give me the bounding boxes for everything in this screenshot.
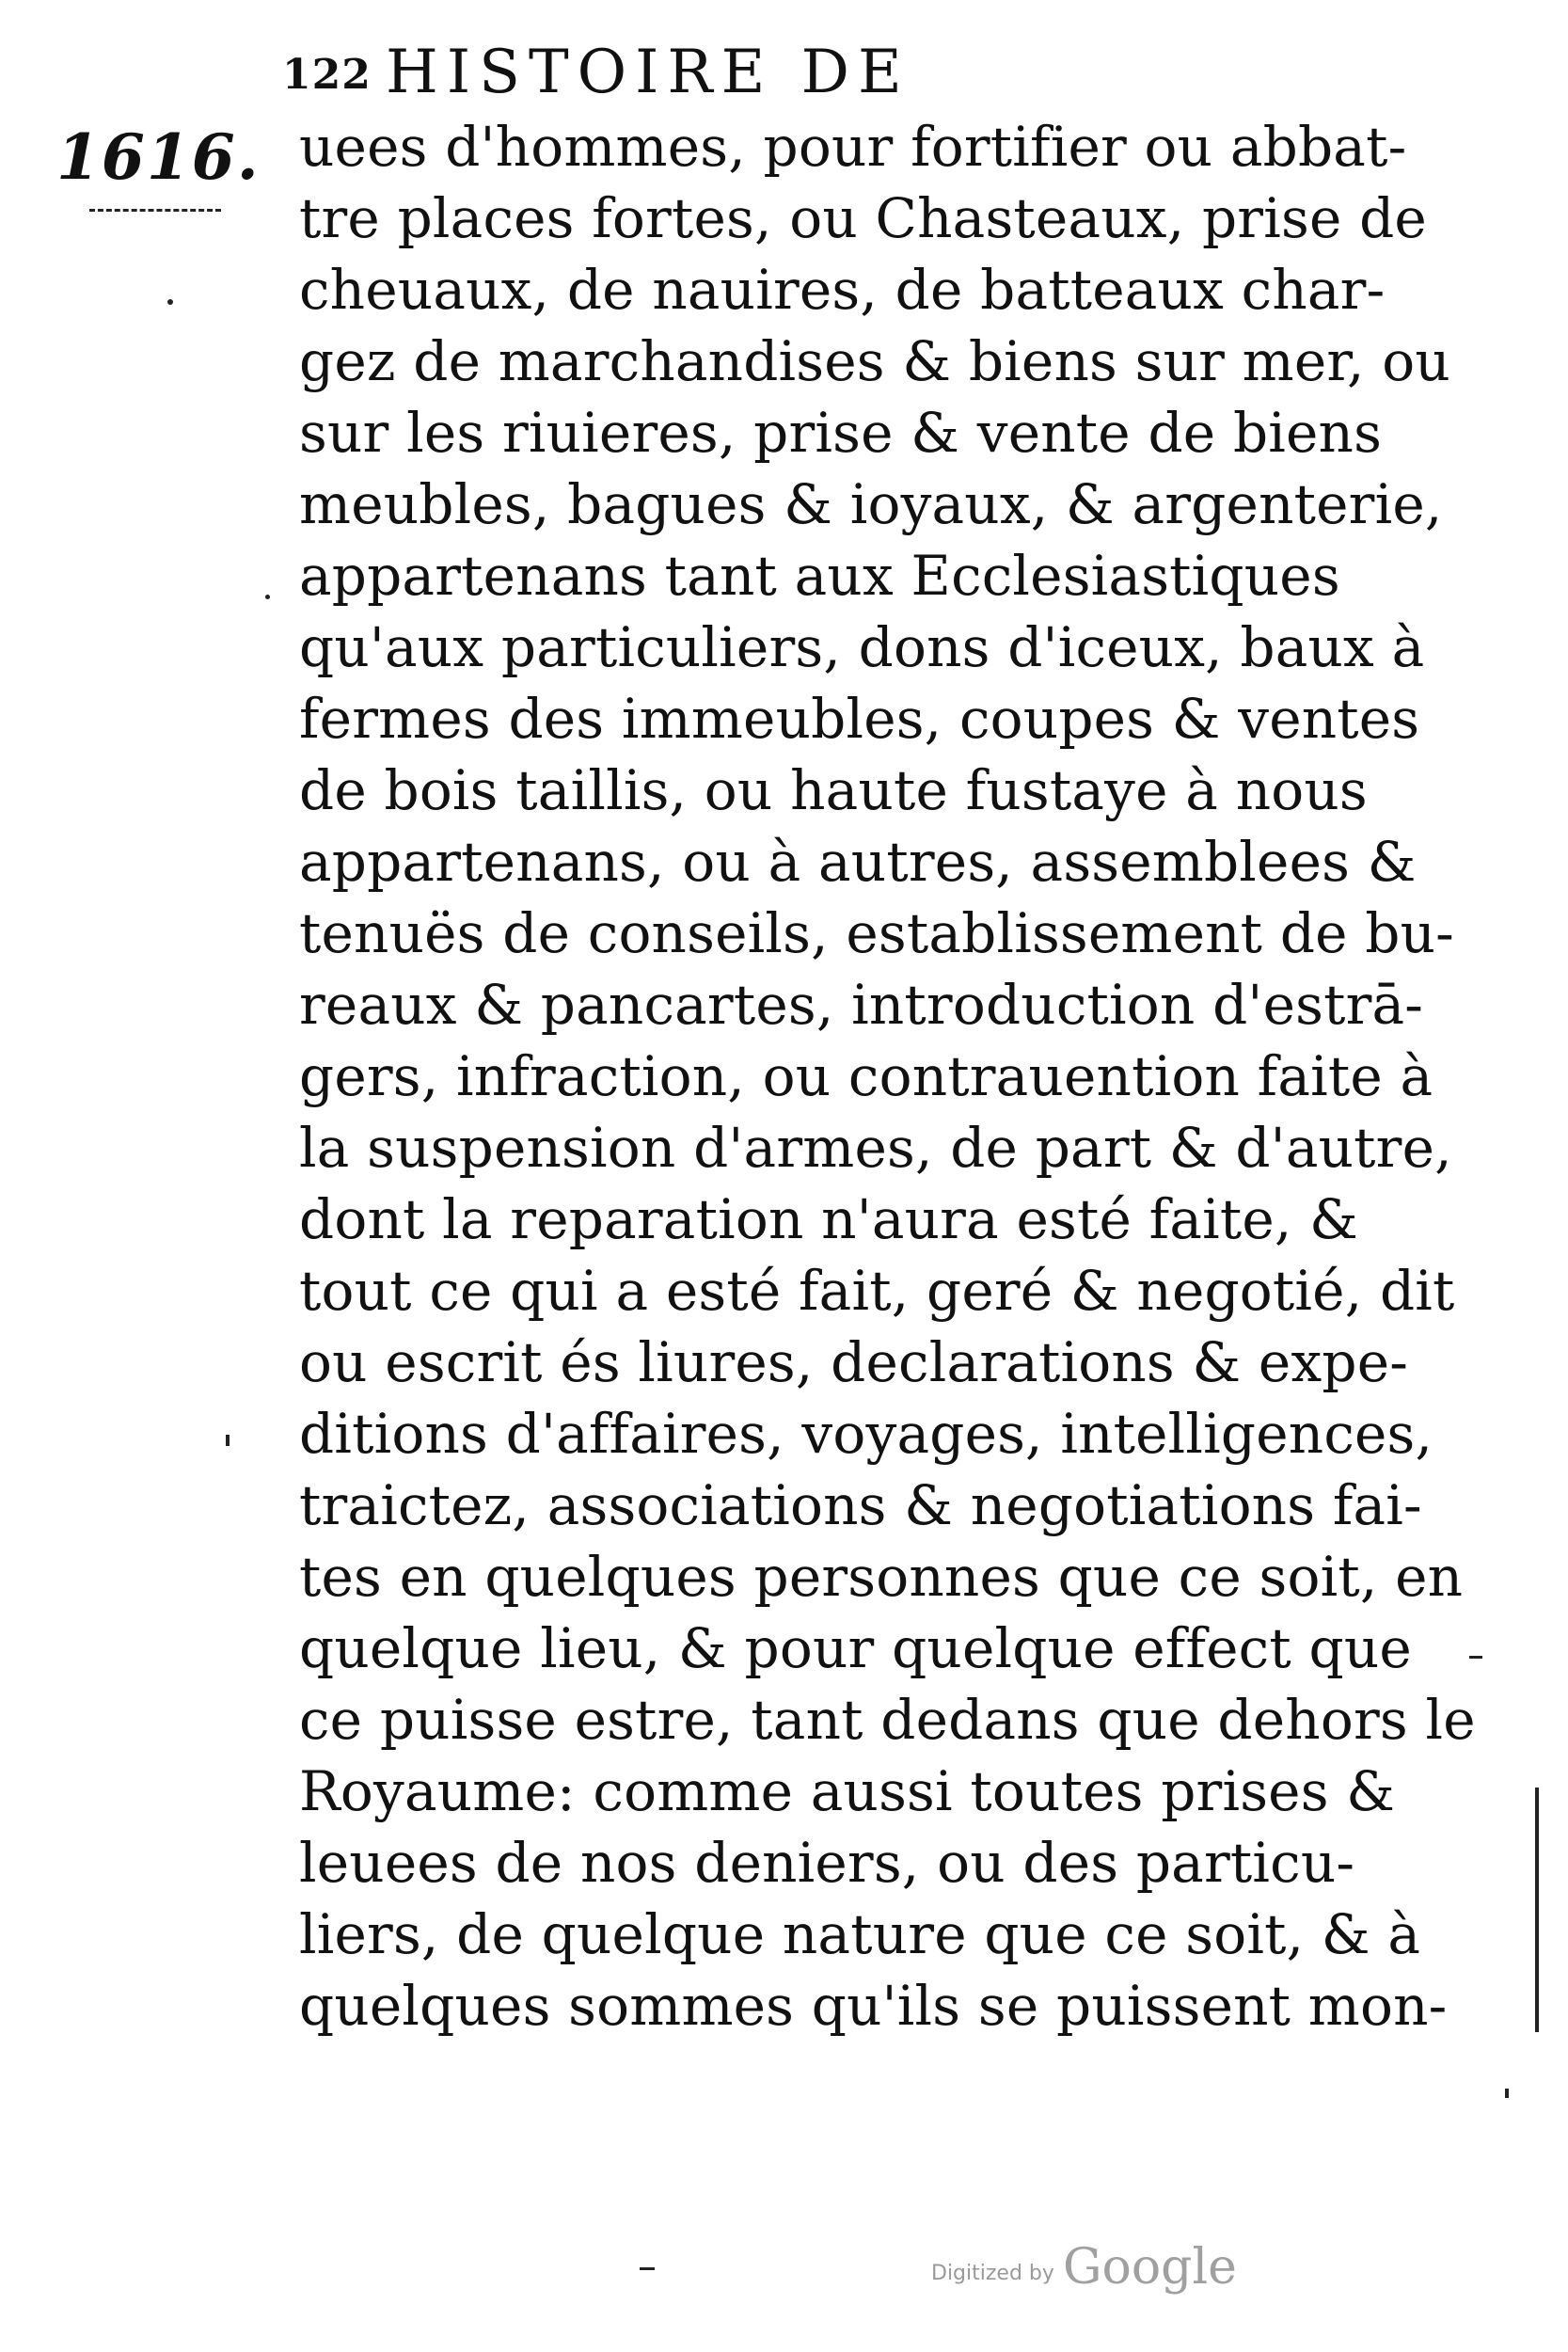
- text-line: cheuaux, de nauires, de batteaux char-: [299, 258, 1386, 322]
- text-line: appartenans, ou à autres, assemblees &: [299, 830, 1417, 894]
- text-line: traictez, associations & negotiations fai-: [299, 1473, 1422, 1537]
- page-edge-shadow: [1535, 1788, 1539, 2032]
- text-line: reaux & pancartes, introduction d'estrā-: [299, 973, 1424, 1037]
- text-line: tenuës de conseils, establissement de bu-: [299, 901, 1454, 965]
- text-line: tre places fortes, ou Chasteaux, prise de: [299, 186, 1427, 250]
- text-line: ditions d'affaires, voyages, intelligences,: [299, 1402, 1433, 1466]
- scan-speck: [1469, 1656, 1482, 1659]
- scan-speck: [640, 2267, 655, 2270]
- text-line: la suspension d'armes, de part & d'autre,: [299, 1116, 1452, 1180]
- text-line: appartenans tant aux Ecclesiastiques: [299, 544, 1340, 608]
- text-line: ce puisse estre, tant dedans que dehors le: [299, 1688, 1476, 1752]
- scan-speck: [226, 1435, 230, 1446]
- text-line: quelque lieu, & pour quelque effect que: [299, 1616, 1412, 1680]
- text-line: fermes des immeubles, coupes & ventes: [299, 687, 1420, 751]
- margin-rule: [89, 209, 221, 212]
- running-head: HISTOIRE DE: [386, 38, 911, 107]
- text-line: uees d'hommes, pour fortifier ou abbat-: [299, 115, 1407, 179]
- text-line: sur les riuieres, prise & vente de biens: [299, 401, 1383, 465]
- scan-speck: [265, 595, 270, 599]
- text-line: qu'aux particuliers, dons d'iceux, baux à: [299, 615, 1425, 679]
- text-line: tout ce qui a esté fait, geré & negotié, dit: [299, 1259, 1455, 1323]
- text-line: gez de marchandises & biens sur mer, ou: [299, 329, 1450, 393]
- text-line: tes en quelques personnes que ce soit, en: [299, 1545, 1464, 1609]
- body-text: [299, 111, 1476, 2042]
- scan-speck: [167, 299, 173, 305]
- text-line: ou escrit és liures, declarations & expe-: [299, 1330, 1409, 1394]
- text-line: quelques sommes qu'ils se puissent mon-: [299, 1974, 1448, 2038]
- text-line: gers, infraction, ou contrauention faite à: [299, 1044, 1433, 1108]
- digitization-watermark: [931, 2239, 1326, 2296]
- text-line: leuees de nos deniers, ou des particu-: [299, 1831, 1355, 1895]
- text-line: dont la reparation n'aura esté faite, &: [299, 1187, 1358, 1251]
- margin-date: 1616.: [56, 120, 261, 194]
- page-header: [282, 38, 1223, 122]
- watermark-prefix: Digitized by: [931, 2262, 1054, 2285]
- text-line: liers, de quelque nature que ce soit, & à: [299, 1902, 1421, 1966]
- scan-speck: [1505, 2089, 1509, 2098]
- google-logo: Google: [1063, 2239, 1237, 2296]
- text-line: meubles, bagues & ioyaux, & argenterie,: [299, 472, 1443, 536]
- text-line: de bois taillis, ou haute fustaye à nous: [299, 758, 1368, 822]
- page-number: 122: [282, 51, 372, 99]
- text-line: Royaume: comme aussi toutes prises &: [299, 1759, 1396, 1823]
